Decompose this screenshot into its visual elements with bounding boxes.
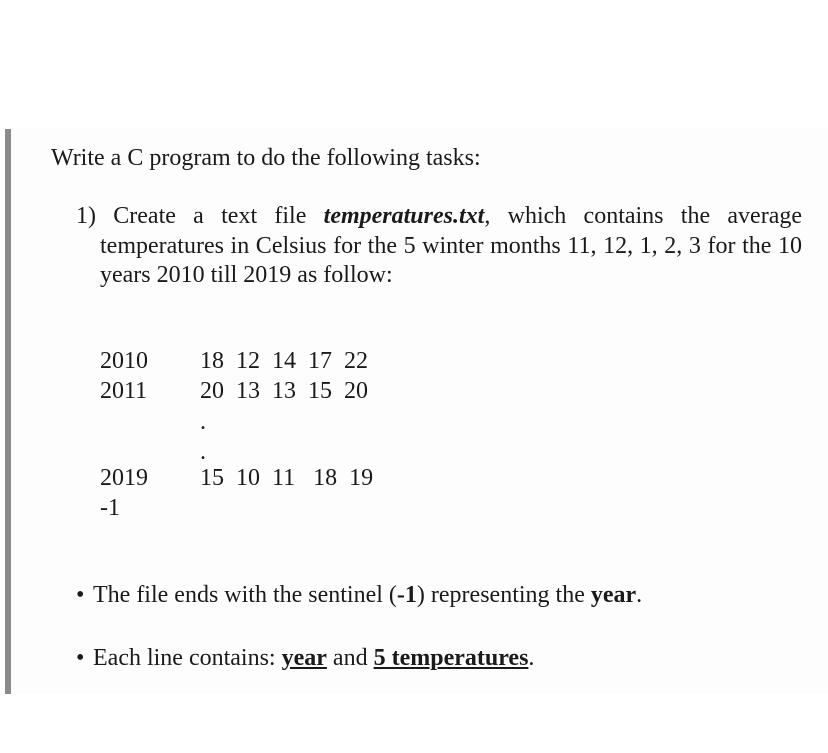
bullet-sentinel: -1 <box>396 582 417 608</box>
bullet-year-word: year <box>281 645 327 671</box>
bullet-item <box>76 580 642 610</box>
task-text-before: Create a text file <box>113 203 324 229</box>
bullet-text: ) representing the <box>416 582 591 608</box>
bullet-item <box>76 643 534 673</box>
task-number: 1) <box>76 203 96 229</box>
bullet-text: Each line contains: <box>93 645 282 671</box>
sample-year: 2019 <box>100 465 148 491</box>
sample-temps: 20 13 13 15 20 <box>200 378 368 404</box>
bullet-text: . <box>528 645 535 671</box>
sample-temps: 18 12 14 17 22 <box>200 348 368 374</box>
sample-row <box>100 346 368 376</box>
sentinel-value: -1 <box>100 495 120 521</box>
sample-temps: 15 10 11 18 19 <box>200 465 374 491</box>
bullet-text: . <box>636 582 643 608</box>
sample-year: 2010 <box>100 348 148 374</box>
bullet-marker: • <box>76 582 85 608</box>
ellipsis-dot: . <box>200 409 206 435</box>
sample-row <box>100 376 368 406</box>
bullet-marker: • <box>76 645 85 671</box>
sample-row <box>100 463 373 493</box>
bullet-temps-word: 5 temperatures <box>373 645 529 671</box>
bullet-year-word: year <box>590 582 637 608</box>
intro-text: Write a C program to do the following tasks: <box>51 145 481 171</box>
sample-year: 2011 <box>100 378 148 404</box>
sentinel-row <box>100 493 120 523</box>
ellipsis-dot: . <box>200 439 206 465</box>
bullet-text: and <box>326 645 374 671</box>
task-1 <box>76 202 802 291</box>
task-filename: temperatures.txt <box>323 203 485 229</box>
bullet-text: The file ends with the sentinel ( <box>93 582 397 608</box>
task-text-after: , which contains the average temperatures in Celsius for the 5 winter months 11, 12, 1, 2, 3 for the 10 years 2010 till 2019 as follow: <box>100 203 803 288</box>
